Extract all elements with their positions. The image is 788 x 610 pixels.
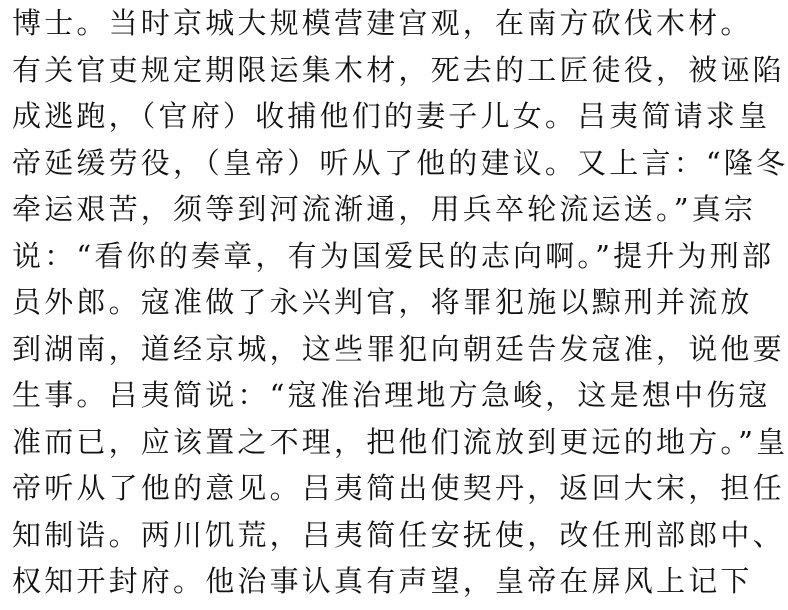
text-line-3: 成逃跑，（官府）收捕他们的妻子儿女。吕夷简请求皇 xyxy=(12,99,771,133)
text-line-6: 说：“看你的奏章，有为国爱民的志向啊。”提升为刑部 xyxy=(12,238,775,273)
text-line-8: 到湖南，道经京城，这些罪犯向朝廷告发寇准，说他要 xyxy=(12,331,785,366)
text-line-9: 生事。吕夷简说：“寇准治理地方急峻，这是想中伤寇 xyxy=(12,378,771,412)
text-line-10: 准而已，应该置之不理，把他们流放到更远的地方。”皇 xyxy=(12,424,788,459)
text-line-11: 帝听从了他的意见。吕夷简出使契丹，返回大宋，担任 xyxy=(12,471,785,505)
text-line-1: 博士。当时京城大规模营建宫观，在南方砍伐木材。 xyxy=(12,6,753,40)
text-line-7: 员外郎。寇准做了永兴判官，将罪犯施以黥刑并流放 xyxy=(12,285,753,319)
text-line-13: 权知开封府。他治事认真有声望，皇帝在屏风上记下 xyxy=(12,564,753,598)
text-line-12: 知制诰。两川饥荒，吕夷简任安抚使，改任刑部郎中、 xyxy=(12,517,785,552)
body-text xyxy=(12,0,788,605)
text-line-2: 有关官吏规定期限运集木材，死去的工匠徒役，被诬陷 xyxy=(12,52,785,87)
text-line-4: 帝延缓劳役，（皇帝）听从了他的建议。又上言：“隆冬 xyxy=(12,145,788,180)
text-line-5: 牵运艰苦，须等到河流渐通，用兵卒轮流运送。”真宗 xyxy=(12,192,757,226)
